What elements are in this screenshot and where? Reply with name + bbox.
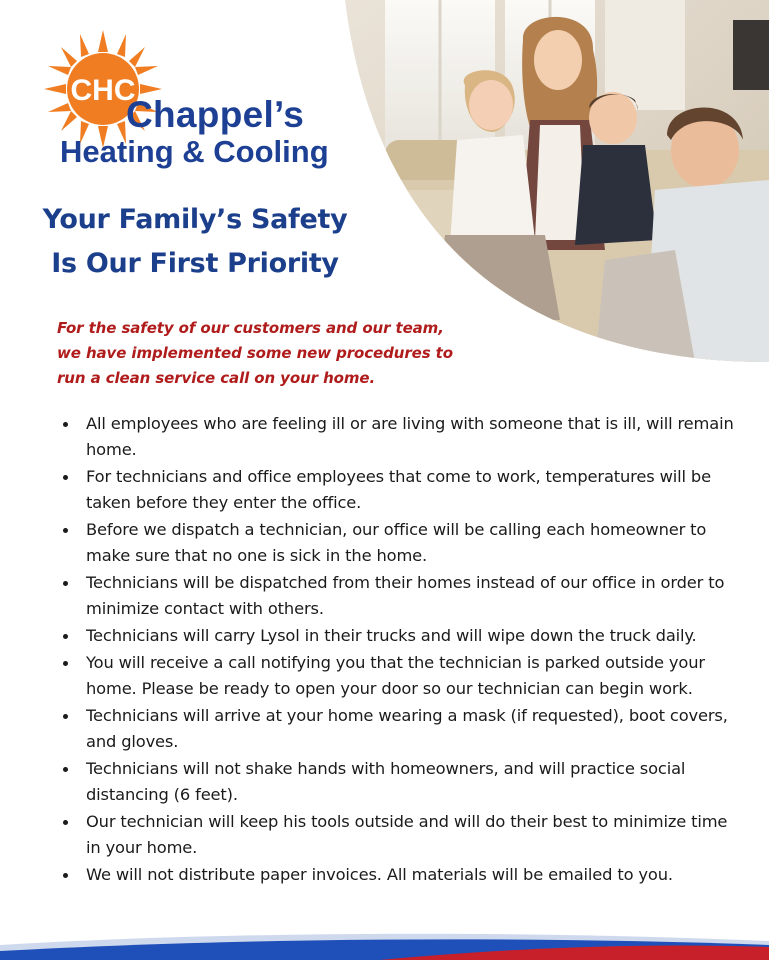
company-logo xyxy=(44,30,344,170)
list-item-text: Technicians will not shake hands with homeowners, and will practice social distancing (6 feet). xyxy=(86,759,686,804)
footer-wave xyxy=(0,925,769,960)
list-item xyxy=(57,862,737,888)
list-item-text: All employees who are feeling ill or are living with someone that is ill, will remain home. xyxy=(86,414,734,459)
bullet-icon xyxy=(63,714,68,719)
page-title xyxy=(30,198,360,286)
list-item-text: For technicians and office employees that come to work, temperatures will be taken before they enter the office. xyxy=(86,467,711,512)
company-name: Chappel’s xyxy=(126,94,305,135)
procedures-list xyxy=(57,411,737,889)
list-item xyxy=(57,756,737,808)
list-item-text: Technicians will carry Lysol in their trucks and will wipe down the truck daily. xyxy=(86,626,697,645)
bullet-icon xyxy=(63,873,68,878)
list-item xyxy=(57,650,737,702)
intro-text xyxy=(57,316,477,391)
list-item xyxy=(57,703,737,755)
list-item xyxy=(57,809,737,861)
list-item-text: Our technician will keep his tools outside and will do their best to minimize time in your home. xyxy=(86,812,728,857)
company-tagline: Heating & Cooling xyxy=(60,134,329,169)
list-item xyxy=(57,517,737,569)
list-item xyxy=(57,464,737,516)
list-item-text: We will not distribute paper invoices. All materials will be emailed to you. xyxy=(86,865,673,884)
family-photo xyxy=(345,0,769,362)
bullet-icon xyxy=(63,767,68,772)
list-item-text: Technicians will be dispatched from their homes instead of our office in order to minimize contact with others. xyxy=(86,573,725,618)
bullet-icon xyxy=(63,528,68,533)
bullet-icon xyxy=(63,581,68,586)
logo-initials: CHC xyxy=(70,74,136,107)
title-line-2: Is Our First Priority xyxy=(51,248,339,279)
bullet-icon xyxy=(63,634,68,639)
list-item xyxy=(57,570,737,622)
list-item-text: You will receive a call notifying you that the technician is parked outside your home. Please be ready to open your door so our technician can begin work. xyxy=(86,653,705,698)
list-item xyxy=(57,623,737,649)
intro-line-1: For the safety of our customers and our team, xyxy=(57,319,444,337)
intro-line-3: run a clean service call on your home. xyxy=(57,369,376,387)
bullet-icon xyxy=(63,475,68,480)
list-item-text: Technicians will arrive at your home wearing a mask (if requested), boot covers, and gloves. xyxy=(86,706,728,751)
bullet-icon xyxy=(63,820,68,825)
intro-line-2: we have implemented some new procedures to xyxy=(57,344,453,362)
bullet-icon xyxy=(63,422,68,427)
list-item xyxy=(57,411,737,463)
title-line-1: Your Family’s Safety xyxy=(42,204,348,235)
bullet-icon xyxy=(63,661,68,666)
list-item-text: Before we dispatch a technician, our office will be calling each homeowner to make sure that no one is sick in the home. xyxy=(86,520,707,565)
